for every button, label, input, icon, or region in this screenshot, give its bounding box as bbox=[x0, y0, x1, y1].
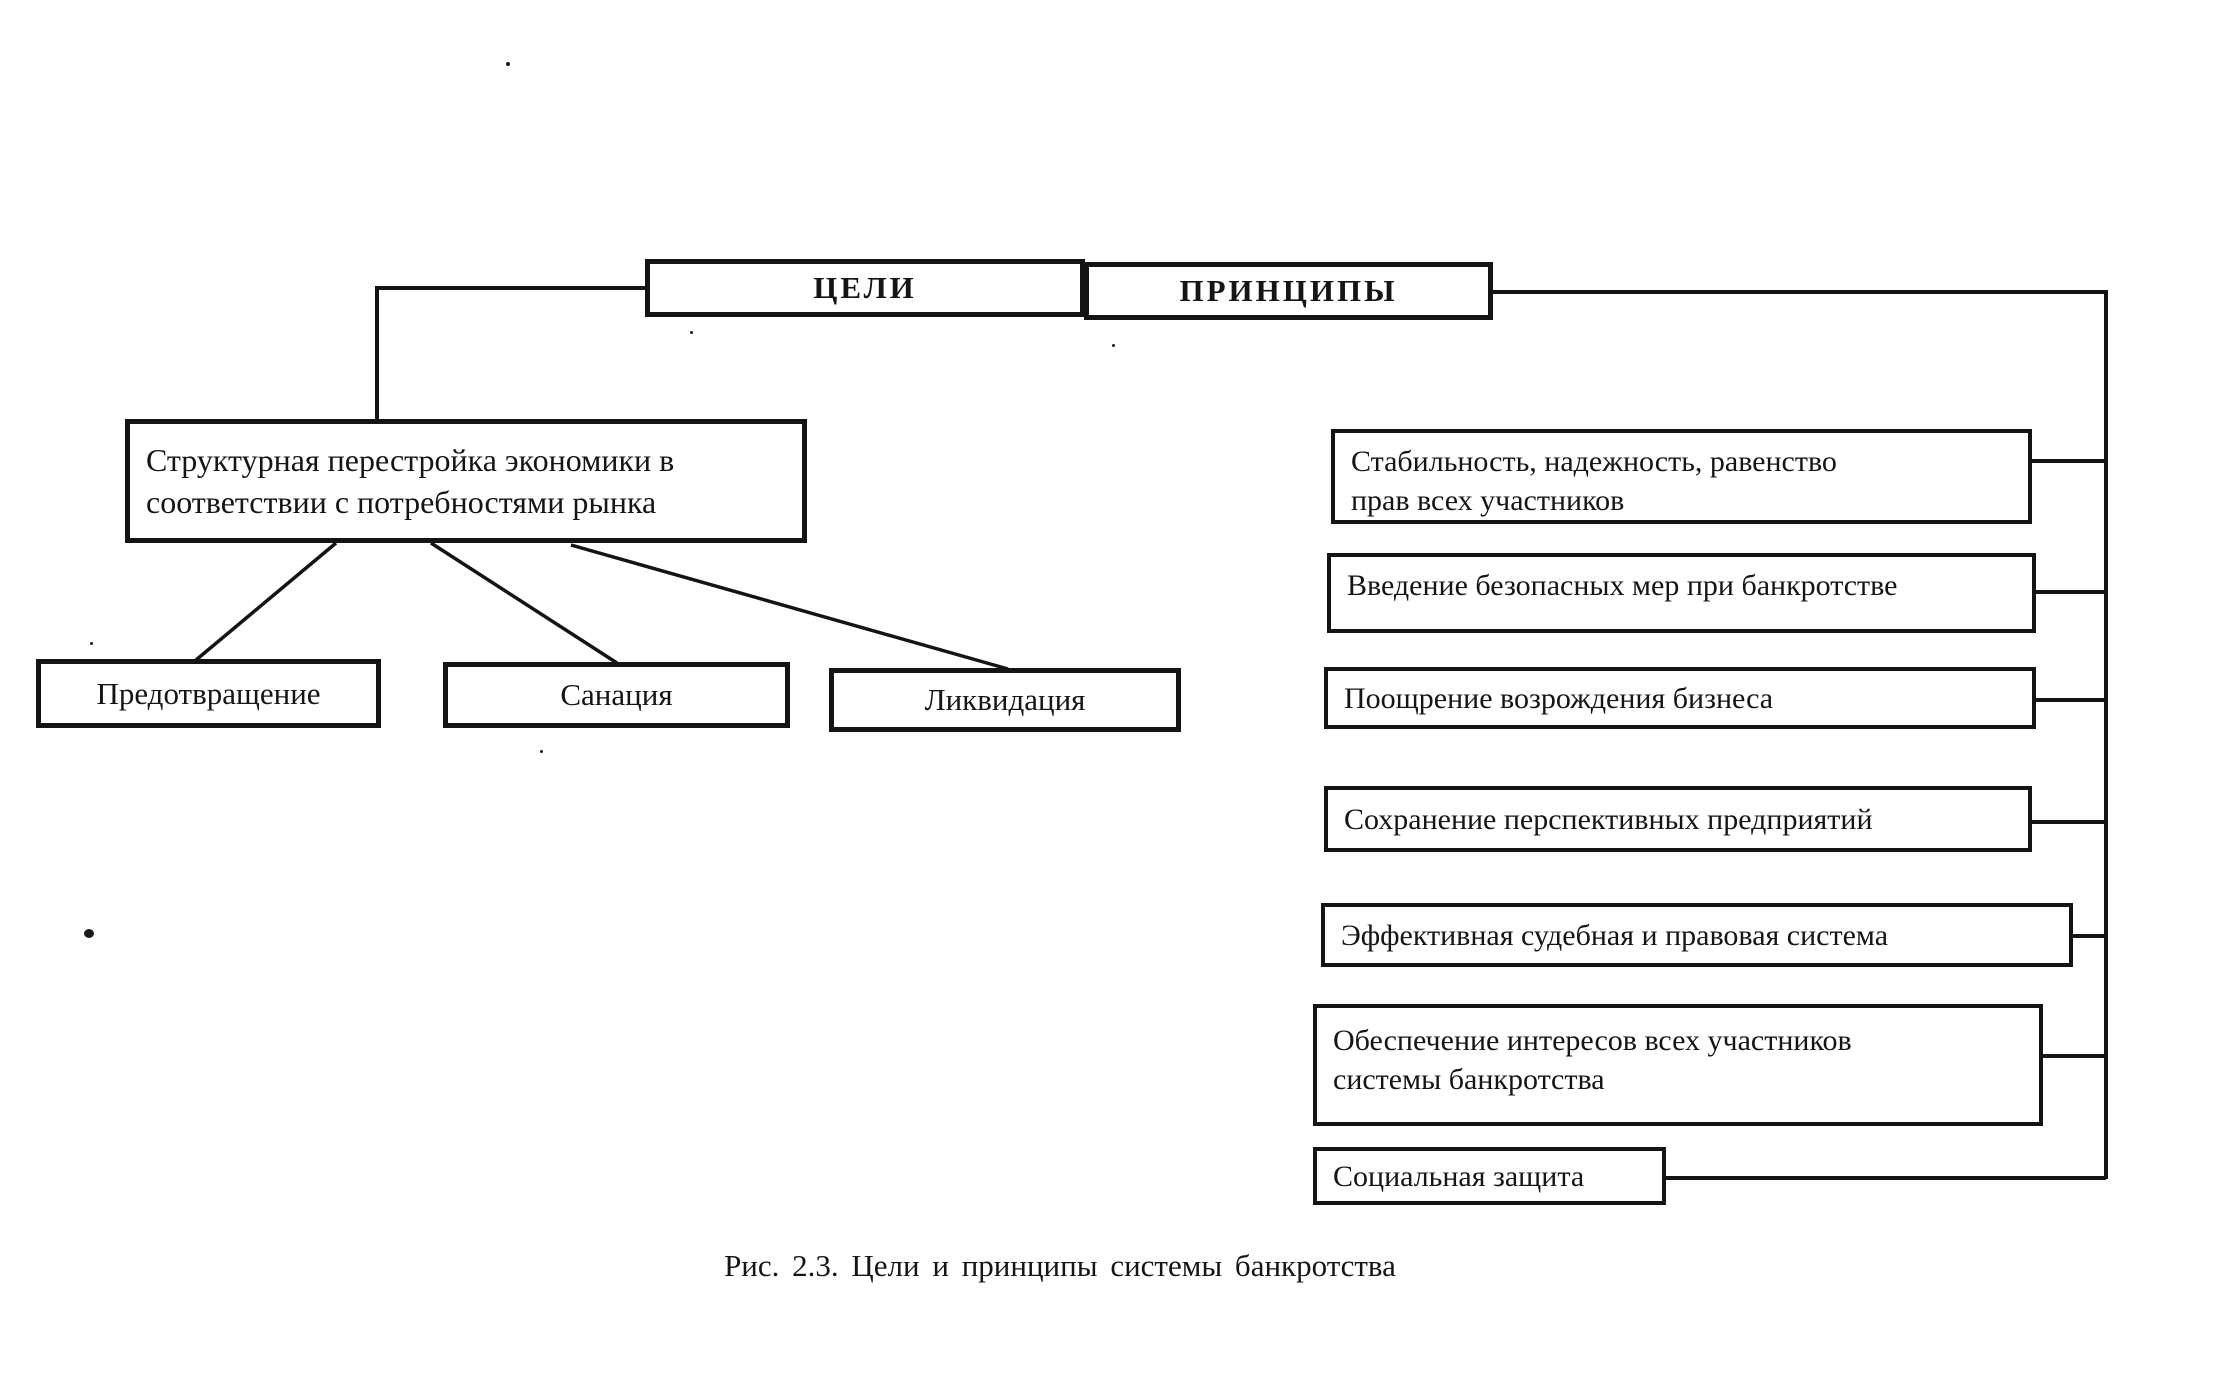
edge-root-to-prevention bbox=[196, 543, 336, 660]
scan-speck bbox=[1112, 344, 1115, 347]
edge-root-to-sanation bbox=[431, 543, 617, 663]
edge-goals-to-root bbox=[377, 288, 647, 421]
figure-caption: Рис. 2.3. Цели и принципы системы банкротства bbox=[724, 1248, 1396, 1283]
principle-box-business-revival bbox=[1324, 667, 2036, 729]
scan-speck bbox=[84, 929, 94, 938]
goal-root-box bbox=[125, 419, 807, 543]
principle-box-participants-interests bbox=[1313, 1004, 2043, 1126]
principle-label-business-revival: Поощрение возрождения бизнеса bbox=[1344, 681, 1774, 715]
principle-box-judicial-system bbox=[1321, 903, 2073, 967]
scan-speck bbox=[690, 331, 693, 334]
principle-label-participants-interests: Обеспечение интересов всех участников системы банкротства bbox=[1333, 1024, 1852, 1096]
principles-header-box bbox=[1084, 262, 1493, 320]
principle-label-social-protection: Социальная защита bbox=[1333, 1159, 1585, 1193]
principle-box-preserve-enterprises bbox=[1324, 786, 2032, 852]
goal-child-sanation-box bbox=[443, 662, 790, 728]
goal-child-prevention-box bbox=[36, 659, 381, 728]
goals-header-label: ЦЕЛИ bbox=[813, 270, 917, 305]
scan-speck bbox=[540, 750, 543, 753]
principle-label-stability: Стабильность, надежность, равенство прав всех участников bbox=[1351, 445, 1837, 517]
principle-box-stability bbox=[1331, 429, 2032, 524]
principle-label-judicial-system: Эффективная судебная и правовая система bbox=[1341, 918, 1889, 952]
goal-child-liquidation-box bbox=[829, 668, 1181, 732]
principles-header-label: ПРИНЦИПЫ bbox=[1179, 273, 1398, 308]
principle-box-safe-measures bbox=[1327, 553, 2036, 633]
principle-label-preserve-enterprises: Сохранение перспективных предприятий bbox=[1344, 802, 1873, 836]
goal-child-sanation-label: Санация bbox=[560, 677, 673, 712]
goal-child-liquidation-label: Ликвидация bbox=[924, 682, 1086, 717]
principle-box-social-protection bbox=[1313, 1147, 1666, 1205]
scan-speck bbox=[90, 642, 93, 645]
scan-speck bbox=[506, 62, 510, 66]
goal-child-prevention-label: Предотвращение bbox=[96, 675, 321, 711]
goals-header-box bbox=[645, 259, 1085, 317]
goal-root-label: Структурная перестройка экономики в соответствии с потребностями рынка bbox=[146, 442, 675, 520]
principle-label-safe-measures: Введение безопасных мер при банкротстве bbox=[1347, 569, 1898, 602]
edge-root-to-liquidation bbox=[571, 545, 1008, 669]
